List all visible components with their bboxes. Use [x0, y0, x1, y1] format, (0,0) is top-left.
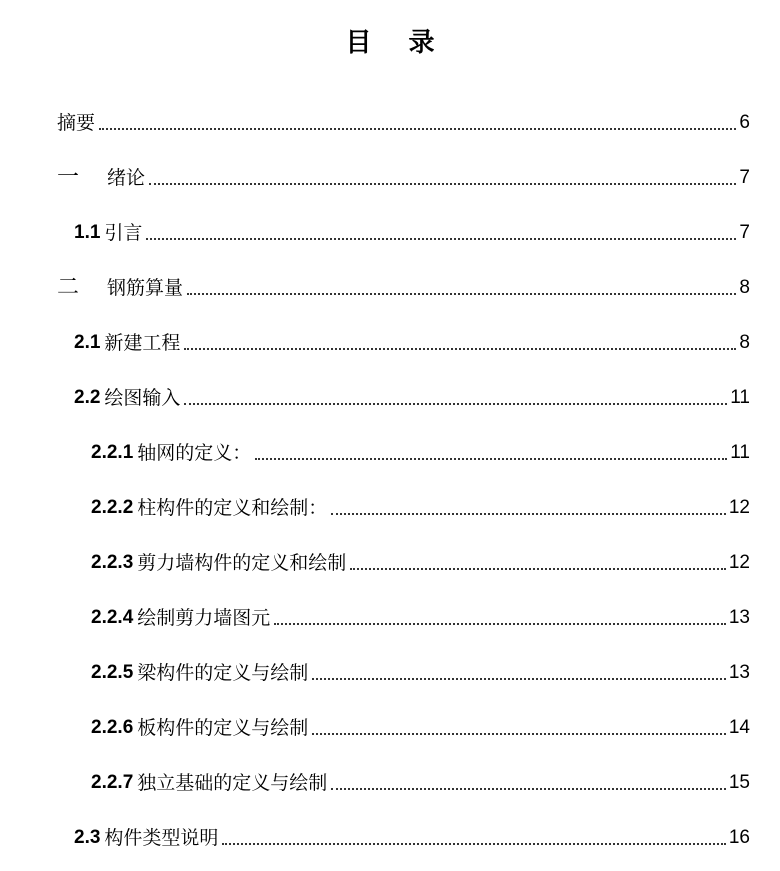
toc-leader-dots	[99, 128, 736, 130]
toc-entry-2-2-2[interactable]	[91, 490, 750, 520]
toc-entry-2-2-3[interactable]	[91, 545, 750, 575]
toc-entry-text: 板构件的定义与绘制	[137, 717, 309, 739]
toc-leader-dots	[331, 788, 726, 790]
toc-page-number: 11	[730, 442, 750, 463]
toc-entry-number: 2.2.3	[91, 552, 134, 573]
toc-title: 目 录	[345, 28, 449, 58]
toc-entry-text: 摘要	[57, 112, 96, 134]
toc-leader-dots	[331, 513, 726, 515]
toc-page-number: 12	[728, 552, 750, 573]
toc-entry-2-2-1[interactable]	[91, 435, 750, 465]
toc-leader-dots	[350, 568, 726, 570]
toc-entry-text: 绘图输入	[104, 387, 181, 409]
toc-entry-text: 绪论	[107, 167, 146, 189]
toc-entry-2-2-6[interactable]	[91, 710, 750, 740]
toc-page-number: 12	[728, 497, 750, 518]
toc-entry-number: 2.2.7	[91, 772, 134, 793]
toc-entry-2-2[interactable]	[74, 380, 750, 410]
toc-entry-2-3[interactable]	[74, 820, 750, 850]
toc-leader-dots	[312, 678, 726, 680]
toc-entry-text: 柱构件的定义和绘制：	[137, 497, 328, 519]
toc-leader-dots	[184, 403, 727, 405]
toc-entry-text: 绘制剪力墙图元	[137, 607, 271, 629]
toc-entry-number: 2.1	[74, 332, 101, 353]
toc-leader-dots	[184, 348, 736, 350]
toc-entry-2-2-4[interactable]	[91, 600, 750, 630]
toc-page-number: 8	[739, 277, 750, 298]
toc-page-number: 8	[739, 332, 750, 353]
toc-leader-dots	[255, 458, 727, 460]
toc-page-number: 11	[730, 387, 750, 408]
toc-entry-chapter-2[interactable]	[57, 270, 750, 300]
toc-entry-number: 2.2.2	[91, 497, 134, 518]
toc-leader-dots	[149, 183, 736, 185]
toc-entry-number: 1.1	[74, 222, 101, 243]
toc-entry-text: 构件类型说明	[104, 827, 219, 849]
toc-entry-text: 轴网的定义：	[137, 442, 252, 464]
toc-entry-text: 引言	[104, 222, 143, 244]
toc-page-number: 7	[739, 222, 750, 243]
toc-entry-abstract[interactable]	[57, 105, 750, 135]
toc-entry-number: 一	[57, 165, 82, 190]
toc-entry-2-2-5[interactable]	[91, 655, 750, 685]
toc-entry-text: 新建工程	[104, 332, 181, 354]
toc-page-number: 14	[728, 717, 750, 738]
toc-entry-2-2-7[interactable]	[91, 765, 750, 795]
toc-entry-number: 二	[57, 275, 82, 300]
toc-entry-number: 2.3	[74, 827, 101, 848]
toc-leader-dots	[146, 238, 736, 240]
toc-entry-text: 独立基础的定义与绘制	[137, 772, 328, 794]
toc-entry-number: 2.2.4	[91, 607, 134, 628]
toc-page-number: 15	[728, 772, 750, 793]
toc-entry-2-1[interactable]	[74, 325, 750, 355]
toc-entry-chapter-1[interactable]	[57, 160, 750, 190]
toc-entry-text: 钢筋算量	[107, 277, 184, 299]
toc-entry-text: 梁构件的定义与绘制	[137, 662, 309, 684]
toc-entry-text: 剪力墙构件的定义和绘制	[137, 552, 347, 574]
toc-entry-number: 2.2.6	[91, 717, 134, 738]
toc-entry-number: 2.2	[74, 387, 101, 408]
toc-page-number: 16	[728, 827, 750, 848]
toc-entry-number: 2.2.1	[91, 442, 134, 463]
toc-page-number: 6	[739, 112, 750, 133]
toc-leader-dots	[274, 623, 726, 625]
toc-page-number: 7	[739, 167, 750, 188]
toc-leader-dots	[312, 733, 726, 735]
toc-leader-dots	[187, 293, 736, 295]
toc-entry-number: 2.2.5	[91, 662, 134, 683]
toc-page-number: 13	[728, 607, 750, 628]
toc-page-number: 13	[728, 662, 750, 683]
toc-entry-1-1[interactable]	[74, 215, 750, 245]
toc-leader-dots	[222, 843, 725, 845]
